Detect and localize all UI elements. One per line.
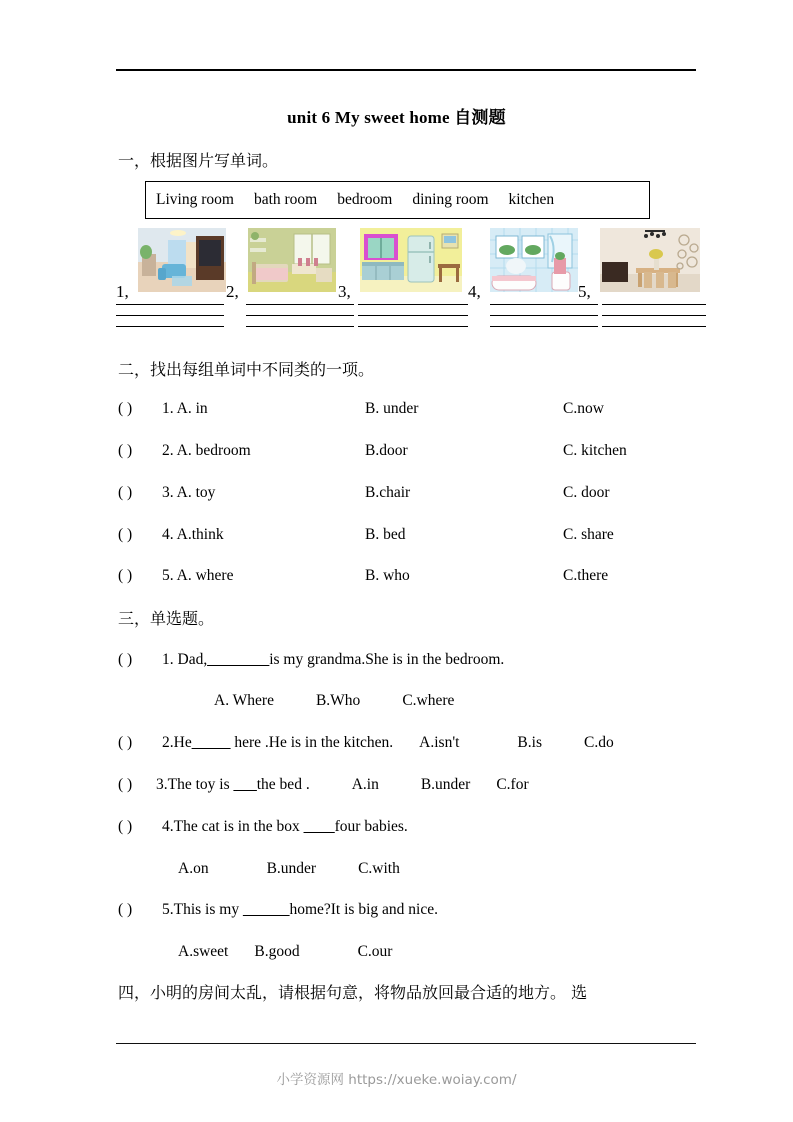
option-a[interactable]: A.on <box>178 860 209 877</box>
picture-number: 3, <box>338 282 351 301</box>
answer-lines <box>358 304 468 337</box>
page-title: unit 6 My sweet home 自测题 <box>287 108 506 127</box>
answer-paren[interactable]: ( ) <box>118 442 133 459</box>
picture-number: 2, <box>226 282 239 301</box>
option-a[interactable]: A.sweet <box>178 943 229 960</box>
picture-number: 5, <box>578 282 591 301</box>
picture-row <box>116 228 696 340</box>
fill-blank[interactable]: _____ <box>191 734 231 751</box>
answer-lines <box>602 304 706 337</box>
picture-item-2 <box>226 228 338 301</box>
answer-line <box>246 304 354 305</box>
question-stem-before: 2.He <box>162 734 192 751</box>
option-c[interactable]: C.now <box>563 400 604 417</box>
picture-number: 1, <box>116 282 129 301</box>
question-stem-before: 4.The cat is in the box <box>162 818 304 835</box>
option-b[interactable]: B.under <box>420 776 471 793</box>
bathroom-illustration <box>490 228 578 292</box>
question-stem: 2. A. bedroom <box>162 442 251 459</box>
word-bank-item: dining room <box>412 191 489 208</box>
answer-paren[interactable]: ( ) <box>118 567 133 584</box>
answer-lines <box>246 304 354 337</box>
question-stem-before: 3.The toy is <box>156 776 234 793</box>
footer-watermark: 小学资源网 https://xueke.woiay.com/ <box>276 1072 517 1088</box>
word-bank <box>145 181 650 219</box>
picture-item-3 <box>338 228 450 301</box>
answer-line <box>358 304 468 305</box>
answer-paren[interactable]: ( ) <box>118 526 133 543</box>
section2-question-4 <box>118 526 693 544</box>
option-a[interactable]: A.isn't <box>419 734 460 751</box>
picture-number: 4, <box>468 282 481 301</box>
option-b[interactable]: B. under <box>365 400 419 417</box>
question-stem-after: four babies. <box>334 818 408 835</box>
option-b[interactable]: B.door <box>365 442 408 459</box>
bedroom-photo <box>248 228 336 292</box>
dining-room-photo <box>600 228 700 292</box>
option-a[interactable]: A. Where <box>214 692 274 709</box>
question-stem-before: 5.This is my <box>162 901 243 918</box>
section2-question-2 <box>118 442 693 460</box>
option-b[interactable]: B.under <box>266 860 317 877</box>
answer-paren[interactable]: ( ) <box>118 400 133 417</box>
option-c[interactable]: C.our <box>357 943 393 960</box>
answer-lines <box>490 304 598 337</box>
section3-question-1 <box>118 651 693 669</box>
section3-question-3 <box>118 776 693 794</box>
section3-question-5 <box>118 901 693 919</box>
answer-line <box>490 315 598 316</box>
fill-blank[interactable]: ________ <box>207 651 270 668</box>
answer-paren[interactable]: ( ) <box>118 484 133 501</box>
section-3-heading: 三，单选题。 <box>118 609 215 628</box>
answer-paren[interactable]: ( ) <box>118 901 133 918</box>
section3-question-4 <box>118 818 693 836</box>
answer-line <box>490 326 598 327</box>
option-b[interactable]: B.chair <box>365 484 411 501</box>
section2-question-5 <box>118 567 693 585</box>
answer-line <box>358 326 468 327</box>
section3-question-2 <box>118 734 693 752</box>
answer-line <box>246 315 354 316</box>
question-stem-after: here .He is in the kitchen. <box>230 734 394 751</box>
kitchen-illustration <box>360 228 462 292</box>
answer-line <box>116 315 224 316</box>
section2-question-1 <box>118 400 693 418</box>
picture-item-4 <box>468 228 580 301</box>
footer-rule <box>116 1043 696 1044</box>
answer-line <box>358 315 468 316</box>
question-stem-after: home?It is big and nice. <box>289 901 438 918</box>
option-b[interactable]: B.Who <box>315 692 361 709</box>
option-b[interactable]: B.is <box>517 734 542 751</box>
option-c[interactable]: C.with <box>358 860 400 877</box>
answer-line <box>116 304 224 305</box>
word-bank-item: bedroom <box>337 191 393 208</box>
question-stem-before: 1. Dad, <box>162 651 208 668</box>
fill-blank[interactable]: ______ <box>242 901 290 918</box>
option-c[interactable]: C.for <box>496 776 529 793</box>
answer-paren[interactable]: ( ) <box>118 734 133 751</box>
answer-line <box>490 304 598 305</box>
option-c[interactable]: C.do <box>583 734 614 751</box>
picture-item-5 <box>578 228 690 301</box>
answer-line <box>602 326 706 327</box>
option-c[interactable]: C.where <box>402 692 455 709</box>
answer-line <box>602 315 706 316</box>
question-stem: 1. A. in <box>162 400 208 417</box>
section3-question-4-options <box>178 860 400 878</box>
option-c[interactable]: C. kitchen <box>563 442 627 459</box>
question-stem: 4. A.think <box>162 526 224 543</box>
answer-line <box>116 326 224 327</box>
living-room-photo <box>138 228 226 292</box>
section-1-heading: 一，根据图片写单词。 <box>118 151 279 170</box>
section3-question-5-options <box>178 943 392 961</box>
section3-question-1-options <box>214 692 454 710</box>
section-2-heading: 二，找出每组单词中不同类的一项。 <box>118 360 375 379</box>
answer-paren[interactable]: ( ) <box>118 818 133 835</box>
question-stem-after: is my grandma.She is in the bedroom. <box>269 651 505 668</box>
option-c[interactable]: C.there <box>563 567 609 584</box>
answer-line <box>246 326 354 327</box>
option-b[interactable]: B. bed <box>365 526 406 543</box>
option-c[interactable]: C. share <box>563 526 614 543</box>
option-c[interactable]: C. door <box>563 484 610 501</box>
answer-paren[interactable]: ( ) <box>118 651 133 668</box>
option-b[interactable]: B.good <box>254 943 300 960</box>
header-rule <box>116 69 696 71</box>
answer-line <box>602 304 706 305</box>
fill-blank[interactable]: ___ <box>233 776 257 793</box>
word-bank-item: Living room <box>156 191 234 208</box>
question-stem-after: the bed . <box>256 776 310 793</box>
fill-blank[interactable]: ____ <box>303 818 335 835</box>
picture-item-1 <box>116 228 228 301</box>
option-a[interactable]: A.in <box>351 776 379 793</box>
answer-paren[interactable]: ( ) <box>118 776 133 793</box>
word-bank-item: bath room <box>253 191 318 208</box>
option-b[interactable]: B. who <box>365 567 410 584</box>
answer-lines <box>116 304 224 337</box>
section-4-heading: 四，小明的房间太乱，请根据句意，将物品放回最合适的地方。 选 <box>118 983 588 1002</box>
question-stem: 3. A. toy <box>162 484 216 501</box>
section2-question-3 <box>118 484 693 502</box>
word-bank-item: kitchen <box>508 191 555 208</box>
question-stem: 5. A. where <box>162 567 234 584</box>
